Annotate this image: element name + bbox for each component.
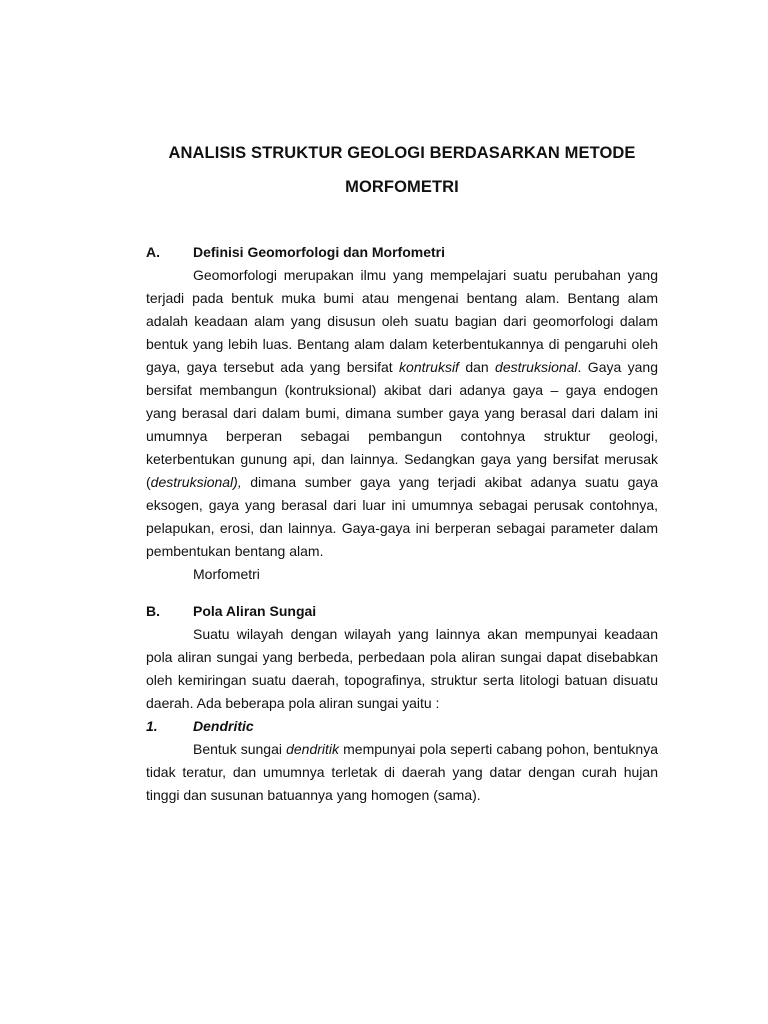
section-a-number: A. [146,244,160,260]
item-1-text-1: Bentuk sungai [193,741,287,757]
section-b-heading [146,600,658,623]
section-a-text-2: dan [458,359,496,375]
section-a-subline: Morfometri [193,566,260,582]
section-a-italic-destruksional-2: destruksional), [150,474,242,490]
section-b-number: B. [146,603,160,619]
section-b-title: Pola Aliran Sungai [193,603,317,619]
title-line-2: MORFOMETRI [345,178,459,196]
section-a-italic-kontruksif: kontruksif [399,359,459,375]
section-a-title: Definisi Geomorfologi dan Morfometri [193,244,446,260]
section-a-text-3: . Gaya yang bersifat membangun (kontruksional) akibat dari adanya gaya – gaya endogen yang berasal dari dalam bumi, dimana sumber gaya yang berasal dari dalam ini umumnya berperan sebagai pembangun contohnya struktur geologi, keterbentukan gunung api, dan lainnya. Sedangkan gaya yang bersifat merusak ( [146,359,658,490]
section-a-italic-destruksional: destruksional [495,359,578,375]
document-page [146,0,658,807]
item-1-title: Dendritic [193,718,254,734]
item-1-number: 1. [146,718,158,734]
section-a-paragraph [146,264,658,563]
section-b-paragraph: Suatu wilayah dengan wilayah yang lainnya akan mempunyai keadaan pola aliran sungai yang berbeda, perbedaan pola aliran sungai dapat disebabkan oleh kemiringan suatu daerah, topografinya, struktur serta litologi batuan disuatu daerah. Ada beberapa pola aliran sungai yaitu : [146,626,658,711]
document-title [146,136,658,204]
item-1-italic-dendritik: dendritik [286,741,340,757]
section-a-text-1: Geomorfologi merupakan ilmu yang mempelajari suatu perubahan yang terjadi pada bentuk muka bumi atau mengenai bentang alam. Bentang alam adalah keadaan alam yang disusun oleh suatu bagian dari geomorfologi dalam bentuk yang lebih luas. Bentang alam dalam keterbentukannya di pengaruhi oleh gaya, gaya tersebut ada yang bersifat [146,267,658,375]
item-1-text-2: mempunyai pola seperti cabang pohon, bentuknya tidak teratur, dan umumnya terletak di daerah yang datar dengan curah hujan tinggi dan susunan batuannya yang homogen (sama). [146,741,658,803]
item-1-paragraph [146,738,658,807]
section-a-heading [146,241,658,264]
item-1-heading [146,715,658,738]
section-a-text-4: dimana sumber gaya yang terjadi akibat adanya suatu gaya eksogen, gaya yang berasal dari luar ini umumnya sebagai perusak contohnya, pelapukan, erosi, dan lainnya. Gaya-gaya ini berperan sebagai parameter dalam pembentukan bentang alam. [146,474,658,559]
title-line-1: ANALISIS STRUKTUR GEOLOGI BERDASARKAN METODE [168,144,636,162]
